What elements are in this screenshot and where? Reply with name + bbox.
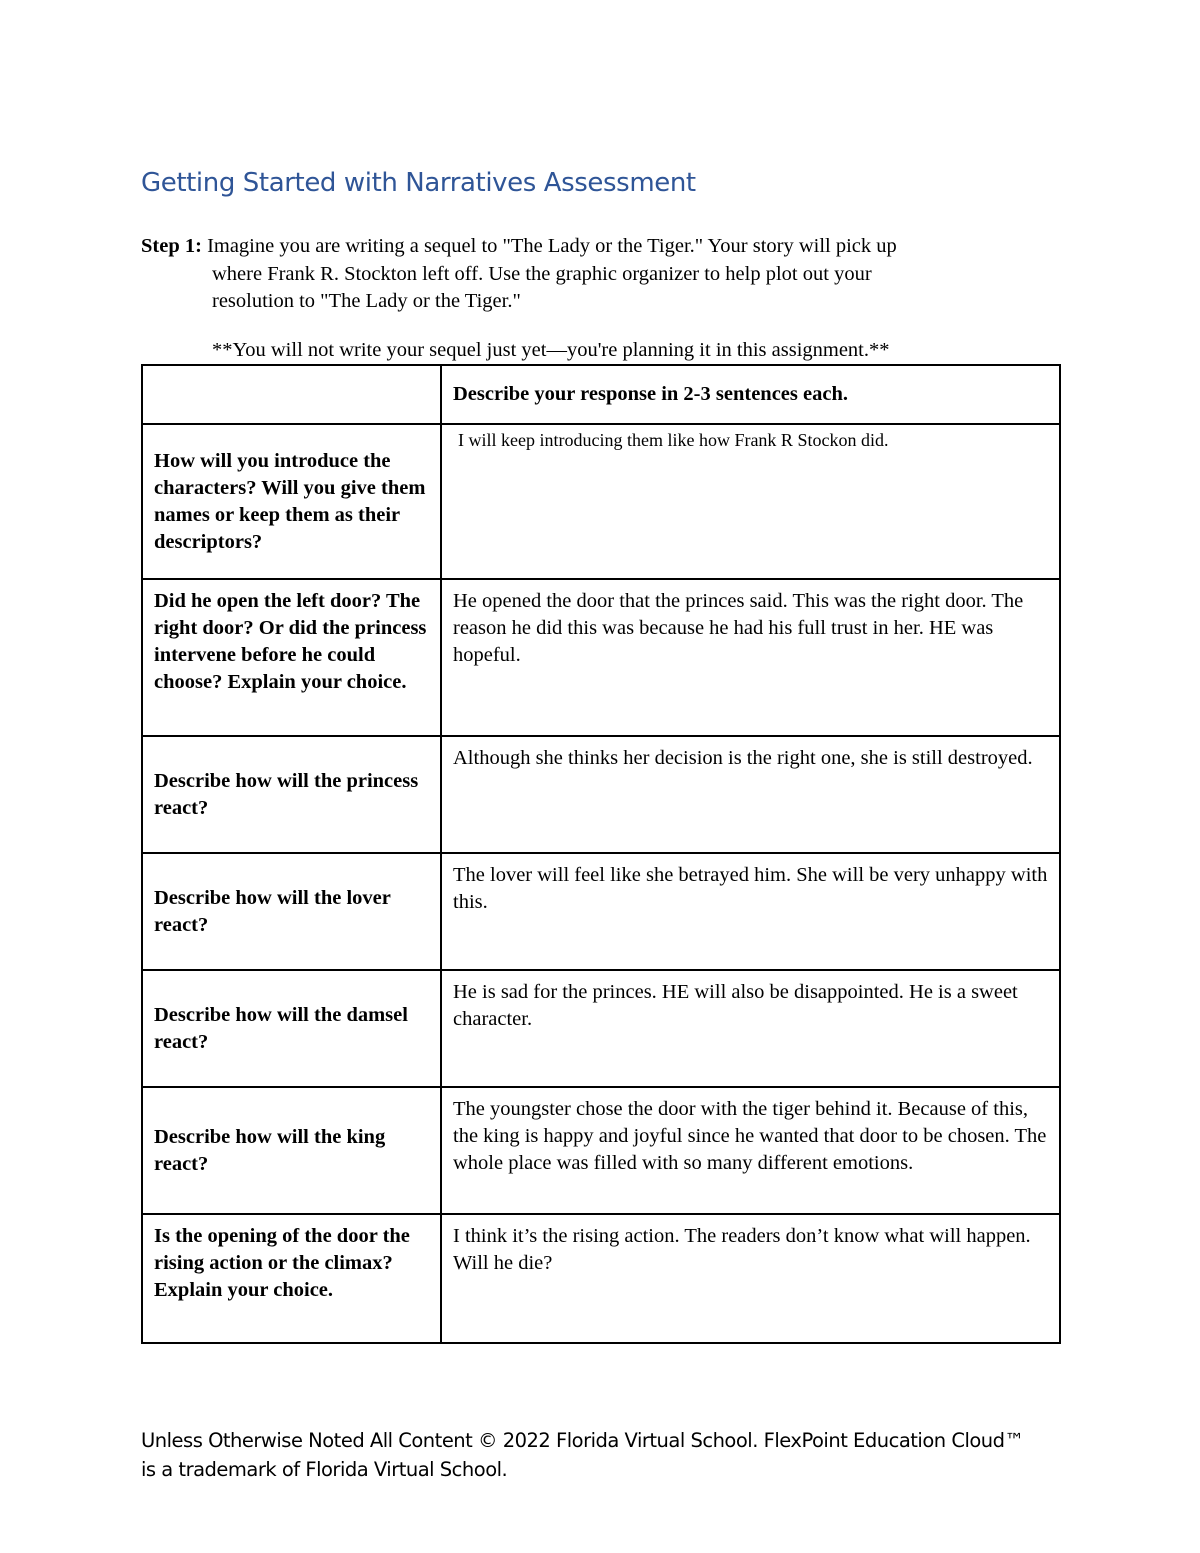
question-cell: Describe how will the king react? bbox=[142, 1087, 441, 1214]
step-text-line-3: resolution to "The Lady or the Tiger." bbox=[212, 290, 521, 312]
question-cell: Describe how will the damsel react? bbox=[142, 970, 441, 1087]
answer-cell[interactable]: He is sad for the princes. HE will also be disappointed. He is a sweet character. bbox=[441, 970, 1060, 1087]
footer-line-1: Unless Otherwise Noted All Content © 2022 Florida Virtual School. FlexPoint Education Cloud™ bbox=[141, 1429, 1024, 1452]
table-header-row bbox=[142, 365, 1060, 424]
step-instructions bbox=[141, 233, 1041, 316]
assignment-note: **You will not write your sequel just yet—you're planning it in this assignment.** bbox=[212, 339, 890, 361]
header-empty-cell bbox=[142, 365, 441, 424]
answer-cell[interactable]: The lover will feel like she betrayed him. She will be very unhappy with this. bbox=[441, 853, 1060, 970]
answer-cell[interactable]: The youngster chose the door with the tiger behind it. Because of this, the king is happy and joyful since he wanted that door to be chosen. The whole place was filled with so many different emotions. bbox=[441, 1087, 1060, 1214]
table-row bbox=[142, 970, 1060, 1087]
table-row bbox=[142, 1214, 1060, 1343]
table-row bbox=[142, 424, 1060, 579]
table-row bbox=[142, 853, 1060, 970]
step-text-line-1: Imagine you are writing a sequel to "The Lady or the Tiger." Your story will pick up bbox=[201, 235, 897, 257]
answer-cell[interactable]: I think it’s the rising action. The readers don’t know what will happen. Will he die? bbox=[441, 1214, 1060, 1343]
step-label: Step 1: bbox=[141, 235, 202, 257]
document-title: Getting Started with Narratives Assessment bbox=[141, 168, 696, 198]
question-cell: Did he open the left door? The right door? Or did the princess intervene before he could choose? Explain your choice. bbox=[142, 579, 441, 736]
copyright-footer bbox=[141, 1426, 1101, 1484]
header-response-cell: Describe your response in 2-3 sentences each. bbox=[441, 365, 1060, 424]
question-cell: Describe how will the princess react? bbox=[142, 736, 441, 853]
answer-cell[interactable]: I will keep introducing them like how Frank R Stockon did. bbox=[441, 424, 1060, 579]
table-row bbox=[142, 1087, 1060, 1214]
answer-cell[interactable]: Although she thinks her decision is the right one, she is still destroyed. bbox=[441, 736, 1060, 853]
step-text-line-2: where Frank R. Stockton left off. Use the graphic organizer to help plot out your bbox=[212, 262, 872, 285]
answer-cell[interactable]: He opened the door that the princes said. This was the right door. The reason he did this was because he had his full trust in her. HE was hopeful. bbox=[441, 579, 1060, 736]
question-cell: Describe how will the lover react? bbox=[142, 853, 441, 970]
footer-line-2: is a trademark of Florida Virtual School. bbox=[141, 1458, 508, 1481]
table-row bbox=[142, 579, 1060, 736]
question-cell: Is the opening of the door the rising action or the climax? Explain your choice. bbox=[142, 1214, 441, 1343]
graphic-organizer-table bbox=[141, 364, 1061, 1344]
table-row bbox=[142, 736, 1060, 853]
question-cell: How will you introduce the characters? Will you give them names or keep them as their descriptors? bbox=[142, 424, 441, 579]
